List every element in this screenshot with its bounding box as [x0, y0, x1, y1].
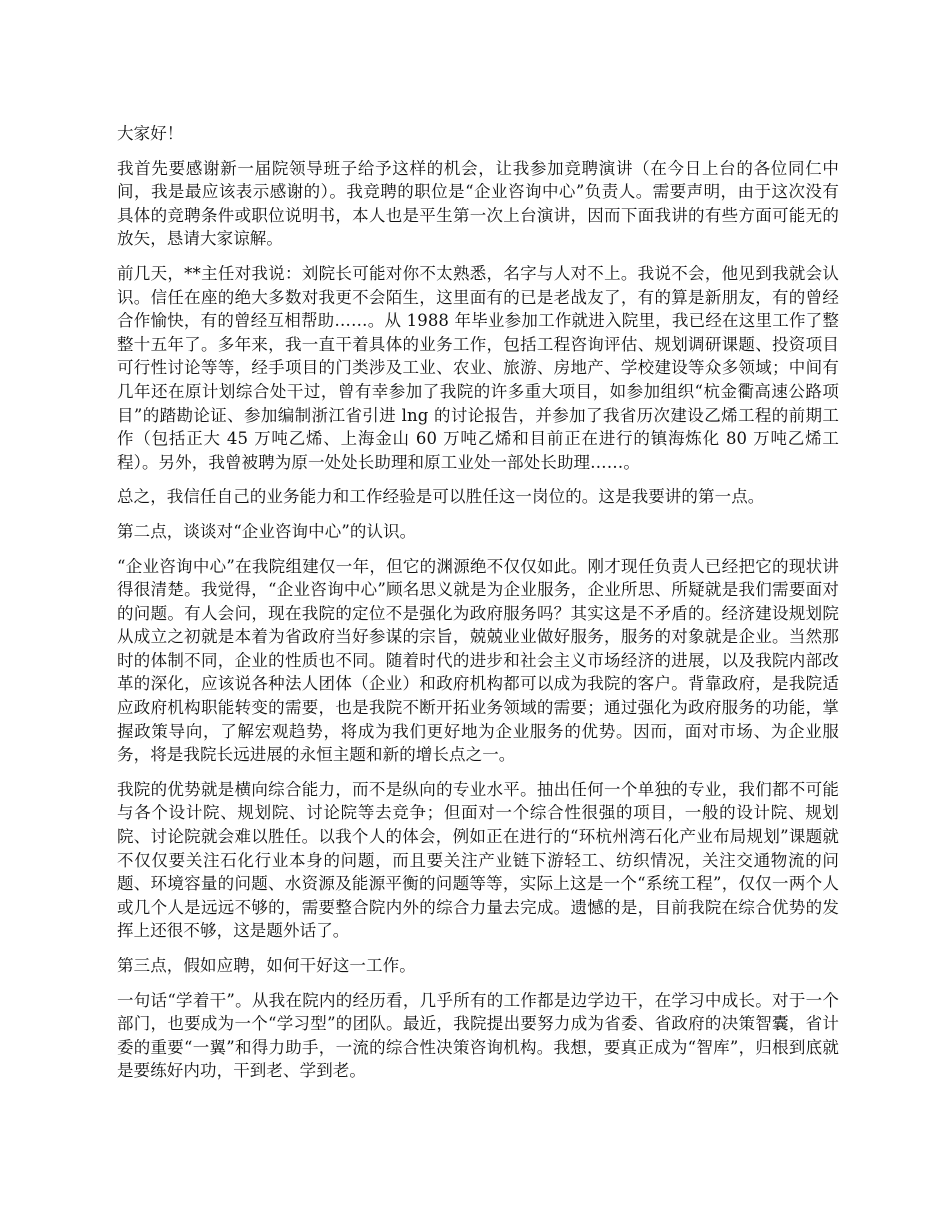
second-point-heading-paragraph: 第二点，谈谈对“企业咨询中心”的认识。 — [117, 521, 417, 541]
first-point-summary-paragraph: 总之，我信任自己的业务能力和工作经验是可以胜任这一岗位的。这是我要讲的第一点。 — [117, 487, 765, 507]
learning-paragraph: 一句话“学着干”。从我在院内的经历看，几乎所有的工作都是边学边干，在学习中成长。对于一个部门，也要成为一个“学习型”的团队。最近，我院提出要努力成为省委、省政府的决策智囊，省计委的重要“一翼”和得力助手，一流的综合性决策咨询机构。我想，要真正成为“智库”，归根到底就是要练好内功，干到老、学到老。 — [117, 990, 839, 1081]
third-point-heading-paragraph: 第三点，假如应聘，如何干好这一工作。 — [117, 956, 416, 975]
background-paragraph: 前几天，**主任对我说：刘院长可能对你不太熟悉，名字与人对不上。我说不会，他见到我就会认识。信任在座的绝大多数对我更不会陌生，这里面有的已是老战友了，有的算是新朋友，有的曾经合作愉快，有的曾经互相帮助……。从 1988 年毕业参加工作就进入院里，我已经在这里工作了整整十五年了。多年来，我一直干着具体的业务工作，包括工程咨询评估、规划调研课题、投资项目可行性讨论等等，经手项目的门类涉及工业、农业、旅游、房地产、学校建设等众多领域；中间有几年还在原计划综合处干过，曾有幸参加了我院的许多重大项目，如参加组织“杭金衢高速公路项目”的踏勘论证、参加编制浙江省引进 lng 的讨论报告，并参加了我省历次建设乙烯工程的前期工作（包括正大 45 万吨乙烯、上海金山 60 万吨乙烯和目前正在进行的镇海炼化 80 万吨乙烯工程）。另外，我曾被聘为原一处处长助理和原工业处一部处长助理……。 — [117, 263, 839, 472]
document-page — [117, 122, 839, 1094]
advantage-paragraph: 我院的优势就是横向综合能力，而不是纵向的专业水平。抽出任何一个单独的专业，我们都不可能与各个设计院、规划院、讨论院等去竞争；但面对一个综合性很强的项目，一般的设计院、规划院、讨论院就会难以胜任。以我个人的体会，例如正在进行的“环杭州湾石化产业布局规划”课题就不仅仅要关注石化行业本身的问题，而且要关注产业链下游轻工、纺织情况，关注交通物流的问题、环境容量的问题、水资源及能源平衡的问题等等，实际上这是一个“系统工程”，仅仅一两个人或几个人是远远不够的，需要整合院内外的综合力量去完成。遗憾的是，目前我院在综合优势的发挥上还很不够，这是题外话了。 — [117, 779, 839, 941]
intro-paragraph: 我首先要感谢新一届院领导班子给予这样的机会，让我参加竞聘演讲（在今日上台的各位同仁中间，我是最应该表示感谢的）。我竞聘的职位是“企业咨询中心”负责人。需要声明，由于这次没有具体的竞聘条件或职位说明书，本人也是平生第一次上台演讲，因而下面我讲的有些方面可能无的放矢，恳请大家谅解。 — [117, 158, 839, 249]
consulting-center-paragraph: “企业咨询中心”在我院组建仅一年，但它的渊源绝不仅仅如此。刚才现任负责人已经把它的现状讲得很清楚。我觉得，“企业咨询中心”顾名思义就是为企业服务，企业所思、所疑就是我们需要面对的问题。有人会问，现在我院的定位不是强化为政府服务吗？其实这是不矛盾的。经济建设规划院从成立之初就是本着为省政府当好参谋的宗旨，兢兢业业做好服务，服务的对象就是企业。当然那时的体制不同，企业的性质也不同。随着时代的进步和社会主义市场经济的进展，以及我院内部改革的深化，应该说各种法人团体（企业）和政府机构都可以成为我院的客户。背靠政府，是我院适应政府机构职能转变的需要，也是我院不断开拓业务领域的需要；通过强化为政府服务的功能，掌握政策导向，了解宏观趋势，将成为我们更好地为企业服务的优势。因而，面对市场、为企业服务，将是我院长远进展的永恒主题和新的增长点之一。 — [117, 556, 839, 765]
greeting-paragraph: 大家好！ — [117, 124, 184, 143]
